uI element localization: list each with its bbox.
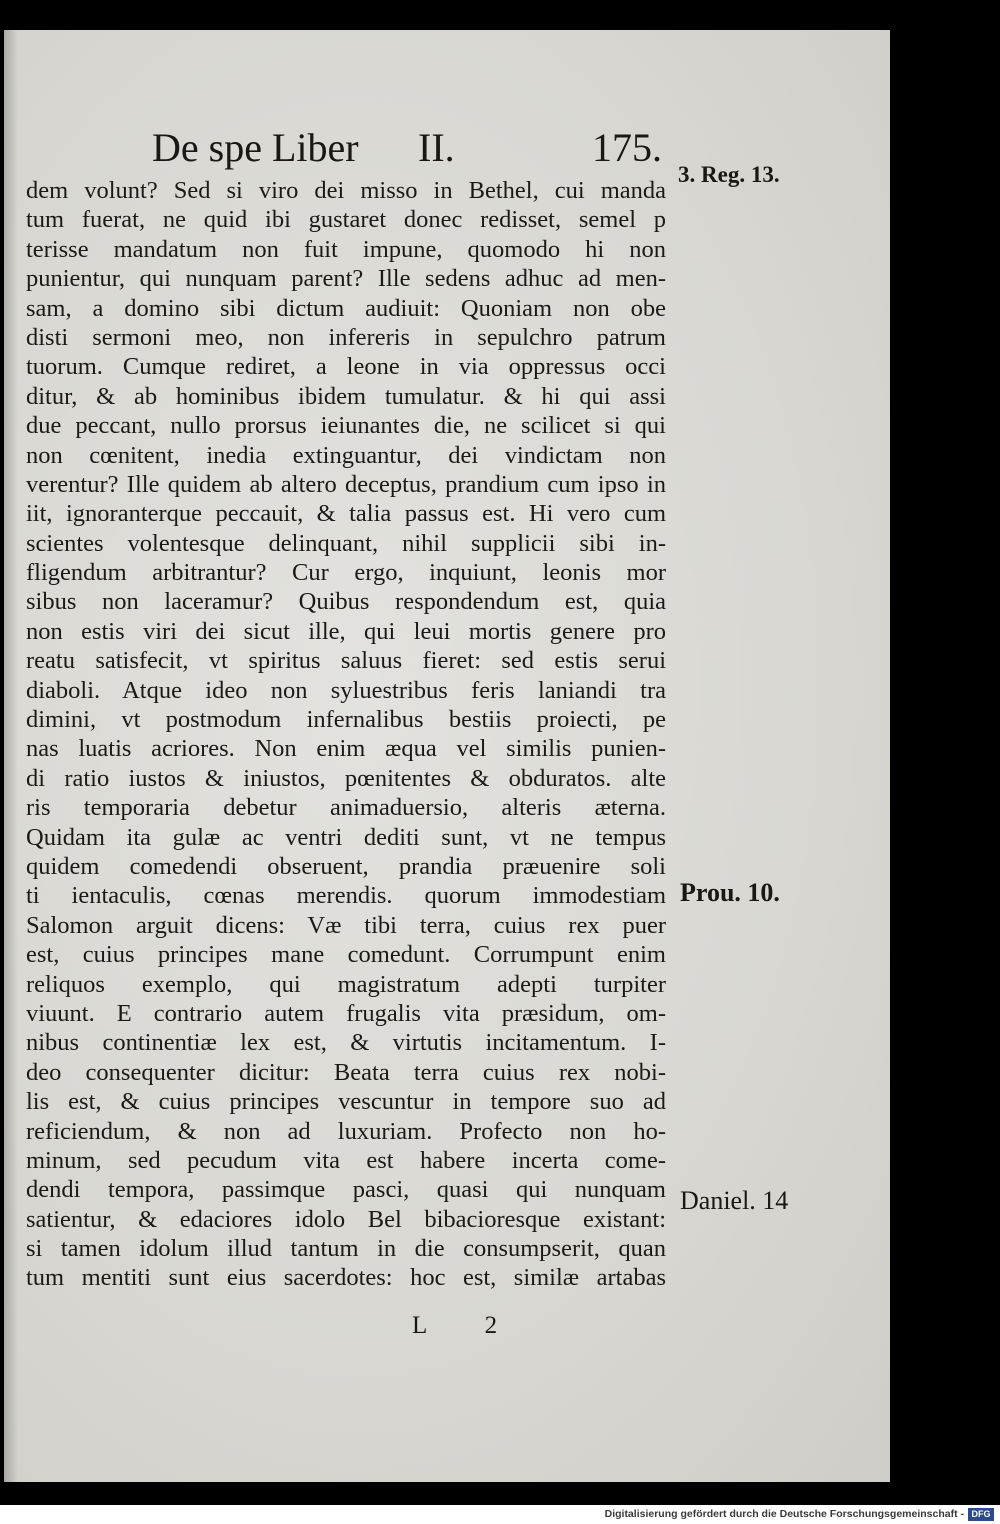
text-line: nibus continentiæ lex est, & virtutis incitamentum. I- xyxy=(26,1029,666,1057)
text-line: disti sermoni meo, non infereris in sepulchro patrum xyxy=(26,323,666,351)
text-line: reatu satisfecit, vt spiritus saluus fieret: sed estis serui xyxy=(26,647,666,675)
text-line: non cœnitent, inedia extinguantur, dei vindictam non xyxy=(26,441,666,469)
funding-credit: Digitalisierung gefördert durch die Deutsche Forschungsgemeinschaft - xyxy=(604,1508,964,1520)
text-line: est, cuius principes mane comedunt. Corrumpunt enim xyxy=(26,941,666,969)
text-line: ti ientaculis, cœnas merendis. quorum immodestiam xyxy=(26,882,666,910)
book-page xyxy=(4,30,890,1482)
text-line: fligendum arbitrantur? Cur ergo, inquiunt, leonis mor xyxy=(26,559,666,587)
text-line: non estis viri dei sicut ille, qui leui mortis genere pro xyxy=(26,617,666,645)
text-line: verentur? Ille quidem ab altero deceptus, prandium cum ipso in xyxy=(26,470,666,498)
text-line: viuunt. E contrario autem frugalis vita præsidum, om- xyxy=(26,999,666,1027)
text-line: satientur, & edaciores idolo Bel bibacioresque existant: xyxy=(26,1205,666,1233)
text-line: terisse mandatum non fuit impune, quomodo hi non xyxy=(26,235,666,263)
text-line: quidem comedendi obseruent, prandia præuenire soli xyxy=(26,852,666,880)
margin-note-daniel: Daniel. 14 xyxy=(680,1186,789,1215)
text-line: dendi tempora, passimque pasci, quasi qui nunquam xyxy=(26,1176,666,1204)
text-line: di ratio iustos & iniustos, pœnitentes & obduratos. alte xyxy=(26,764,666,792)
book-numeral: II. xyxy=(418,125,455,170)
text-line: ditur, & ab hominibus ibidem tumulatur. & hi qui assi xyxy=(26,382,666,410)
text-line: punientur, qui nunquam parent? Ille sedens adhuc ad men- xyxy=(26,265,666,293)
text-line: reficiendum, & non ad luxuriam. Profecto non ho- xyxy=(26,1117,666,1145)
page-number: 175. xyxy=(592,125,662,170)
text-line: tum fuerat, ne quid ibi gustaret donec redisset, semel p xyxy=(26,206,666,234)
text-line: deo consequenter dicitur: Beata terra cuius rex nobi- xyxy=(26,1058,666,1086)
text-line: scientes volentesque delinquant, nihil supplicii sibi in- xyxy=(26,529,666,557)
text-line: Salomon arguit dicens: Væ tibi terra, cuius rex puer xyxy=(26,911,666,939)
footer-bar xyxy=(0,1505,1000,1524)
margin-note-prov: Prou. 10. xyxy=(680,878,780,907)
text-line: ris temporaria debetur animaduersio, alteris æterna. xyxy=(26,794,666,822)
running-header xyxy=(152,124,672,172)
dfg-logo: DFG xyxy=(968,1508,994,1521)
text-line: diaboli. Atque ideo non syluestribus feris laniandi tra xyxy=(26,676,666,704)
text-line: tum mentiti sunt eius sacerdotes: hoc est, similæ artabas xyxy=(26,1264,666,1292)
text-line: minum, sed pecudum vita est habere incerta come- xyxy=(26,1146,666,1174)
text-line: si tamen idolum illud tantum in die consumpserit, quan xyxy=(26,1235,666,1263)
body-text xyxy=(26,176,666,1293)
text-line: Quidam ita gulæ ac ventri dediti sunt, vt ne tempus xyxy=(26,823,666,851)
running-title: De spe Liber xyxy=(152,125,359,170)
text-line: sam, a domino sibi dictum audiuit: Quoniam non obe xyxy=(26,294,666,322)
text-line: iit, ignoranterque peccauit, & talia passus est. Hi vero cum xyxy=(26,500,666,528)
text-line: lis est, & cuius principes vescuntur in tempore suo ad xyxy=(26,1088,666,1116)
text-line: reliquos exemplo, qui magistratum adepti turpiter xyxy=(26,970,666,998)
text-line: nas luatis acriores. Non enim æqua vel similis punien- xyxy=(26,735,666,763)
text-line: dem volunt? Sed si viro dei misso in Bethel, cui manda xyxy=(26,177,666,204)
text-line: due peccant, nullo prorsus ieiunantes die, ne scilicet si qui xyxy=(26,412,666,440)
margin-note-reg: 3. Reg. 13. xyxy=(678,162,780,187)
text-line: dimini, vt postmodum infernalibus bestiis proiecti, pe xyxy=(26,706,666,734)
signature-mark: L 2 xyxy=(412,1312,524,1339)
text-line: sibus non laceramur? Quibus respondendum est, quia xyxy=(26,588,666,616)
text-line: tuorum. Cumque rediret, a leone in via oppressus occi xyxy=(26,353,666,381)
